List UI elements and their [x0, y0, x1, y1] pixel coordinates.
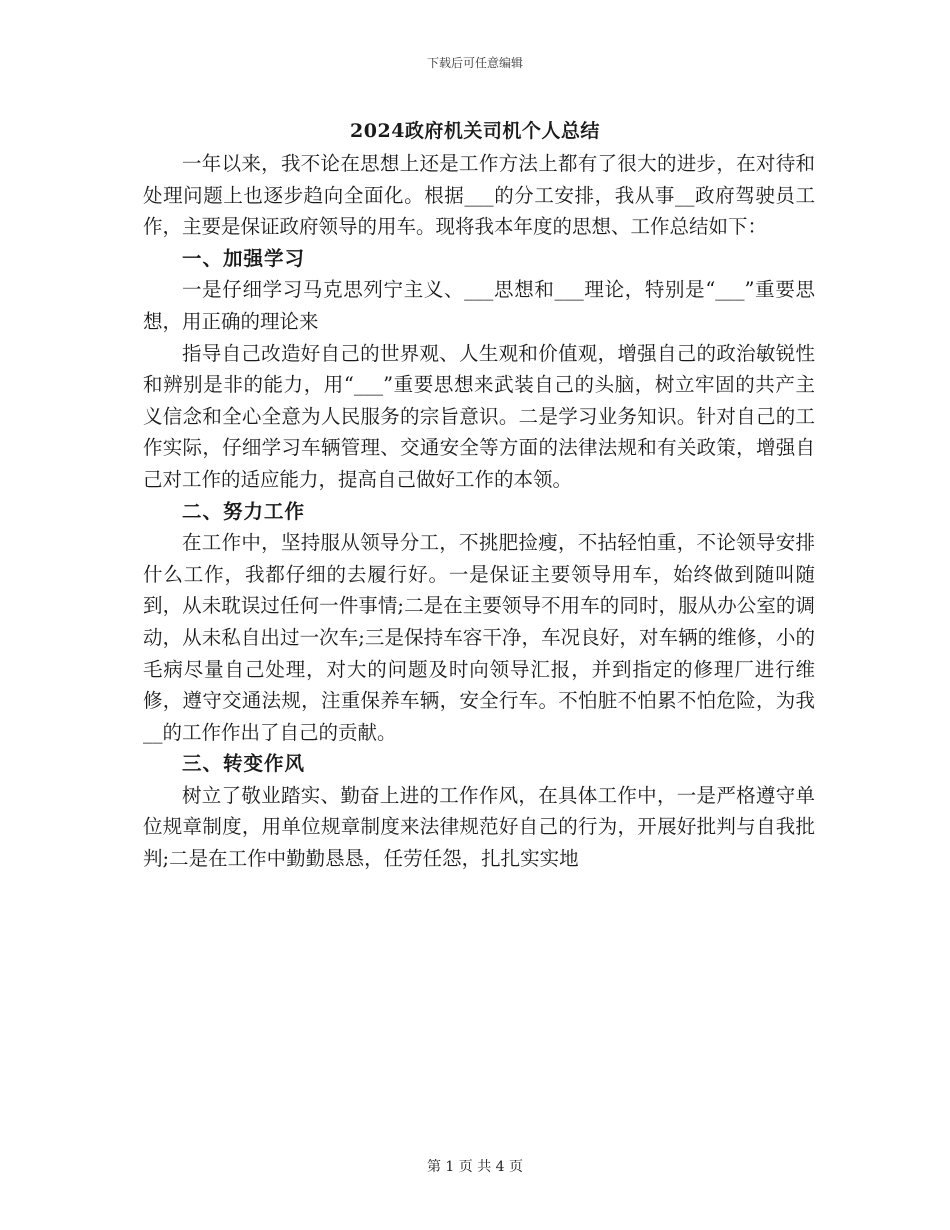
style-paragraph: 树立了敬业踏实、勤奋上进的工作作风，在具体工作中，一是严格遵守单位规章制度，用单位规章制度来法律规范好自己的行为，开展好批判与自我批判;二是在工作中勤勤恳恳，任劳任怨，扎扎实实地 [143, 783, 815, 871]
intro-paragraph: 一年以来，我不论在思想上还是工作方法上都有了很大的进步，在对待和处理问题上也逐步趋向全面化。根据___的分工安排，我从事__政府驾驶员工作，主要是保证政府领导的用车。现将我本年度的思想、工作总结如下： [143, 152, 815, 239]
document-title: 2024政府机关司机个人总结 [350, 120, 600, 142]
work-paragraph: 在工作中，坚持服从领导分工，不挑肥捡瘦，不拈轻怕重，不论领导安排什么工作，我都仔细的去履行好。一是保证主要领导用车，始终做到随叫随到，从未耽误过任何一件事情;二是在主要领导不用车的同时，服从办公室的调动，从未私自出过一次车;三是保持车容干净，车况良好，对车辆的维修，小的毛病尽量自己处理，对大的问题及时向领导汇报，并到指定的修理厂进行维修，遵守交通法规，注重保养车辆，安全行车。不怕脏不怕累不怕危险，为我__的工作作出了自己的贡献。 [143, 531, 815, 744]
section-heading-style: 三、转变作风 [182, 752, 306, 776]
section-heading-work: 二、努力工作 [182, 499, 306, 523]
header-note: 下载后可任意编辑 [426, 56, 523, 70]
study-paragraph-1: 一是仔细学习马克思列宁主义、___思想和___理论，特别是“___”重要思想，用正确的理论来 [143, 278, 815, 333]
page-number: 第 1 页 共 4 页 [426, 1159, 524, 1175]
section-heading-study: 一、加强学习 [182, 246, 306, 270]
study-paragraph-2: 指导自己改造好自己的世界观、人生观和价值观，增强自己的政治敏锐性和辨别是非的能力，用“___”重要思想来武装自己的头脑，树立牢固的共产主义信念和全心全意为人民服务的宗旨意识。二是学习业务知识。针对自己的工作实际，仔细学习车辆管理、交通安全等方面的法律法规和有关政策，增强自己对工作的适应能力，提高自己做好工作的本领。 [143, 341, 815, 491]
document-body [143, 148, 815, 875]
